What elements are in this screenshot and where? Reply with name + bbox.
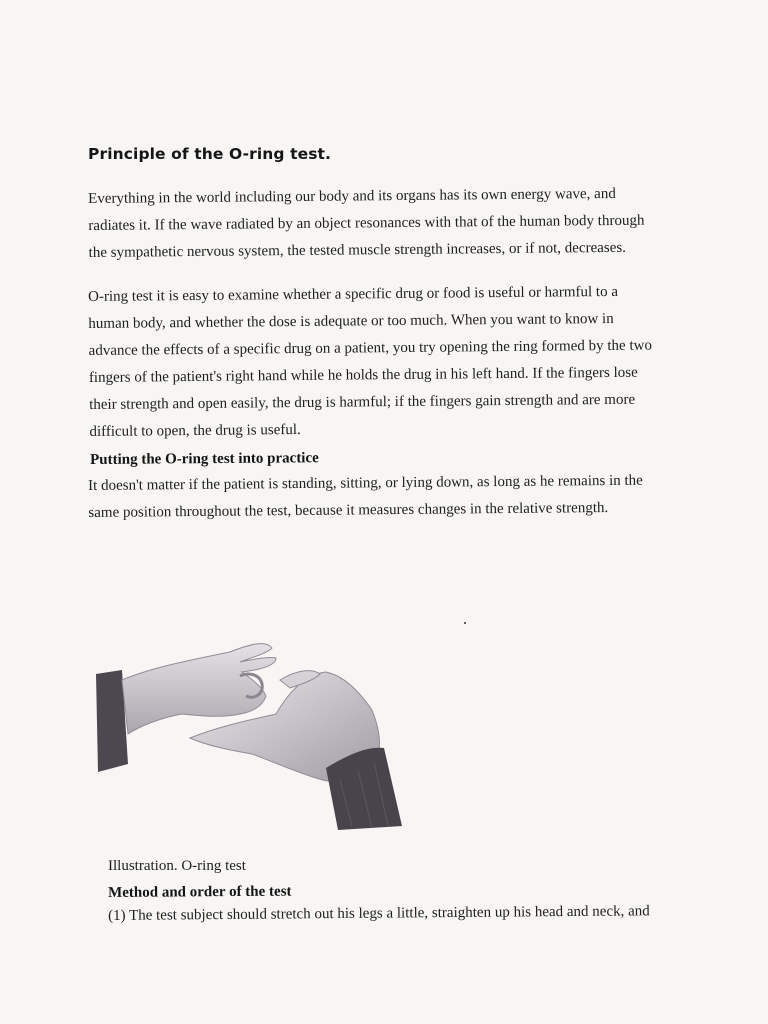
- paragraph-line: advance the effects of a specific drug on a patient, you try opening the ring formed by the two: [88, 337, 652, 359]
- illustration-caption: Illustration. O-ring test: [108, 858, 246, 874]
- practice-paragraph: [88, 467, 668, 527]
- document-title: Principle of the O-ring test.: [88, 145, 332, 163]
- paragraph-line: It doesn't matter if the patient is standing, sitting, or lying down, as long as he remains in the: [88, 472, 643, 494]
- paragraph-line: radiates it. If the wave radiated by an object resonances with that of the human body through: [88, 212, 645, 234]
- paragraph-line: their strength and open easily, the drug is harmful; if the fingers gain strength and are more: [89, 391, 636, 413]
- practice-heading: Putting the O-ring test into practice: [90, 450, 319, 468]
- paragraph-line: difficult to open, the drug is useful.: [89, 421, 301, 440]
- paragraph-line: Everything in the world including our body and its organs has its own energy wave, and: [88, 185, 616, 207]
- method-step-1: (1) The test subject should stretch out his legs a little, straighten up his head and neck, and: [108, 903, 650, 924]
- method-heading: Method and order of the test: [108, 883, 292, 901]
- paragraph-line: O-ring test it is easy to examine whether a specific drug or food is useful or harmful to a: [88, 283, 619, 305]
- paragraph-line: same position throughout the test, because it measures changes in the relative strength.: [88, 500, 609, 521]
- oring-test-illustration: [90, 630, 410, 835]
- scan-speck: [464, 622, 466, 624]
- paragraph-line: fingers of the patient's right hand while he holds the drug in his left hand. If the fingers lose: [88, 364, 638, 386]
- paragraph-line: the sympathetic nervous system, the tested muscle strength increases, or if not, decreases.: [88, 239, 627, 261]
- paragraph-line: human body, and whether the dose is adequate or too much. When you want to know in: [88, 310, 614, 332]
- oring-paragraph: [88, 278, 670, 446]
- intro-paragraph: [88, 180, 669, 267]
